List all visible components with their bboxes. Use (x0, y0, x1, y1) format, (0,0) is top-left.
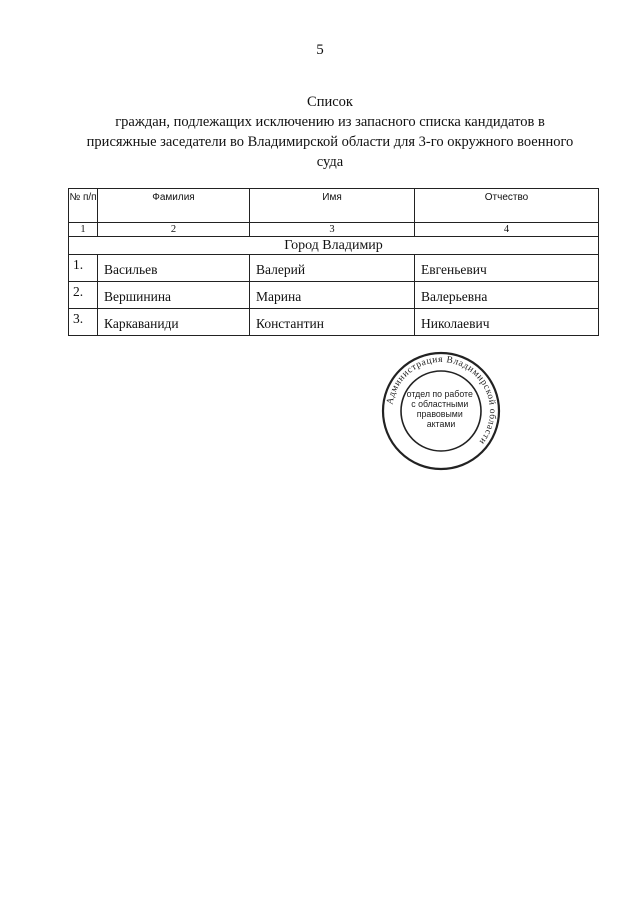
row-number: 3. (69, 309, 98, 336)
table-row (69, 282, 599, 309)
patronymic-cell: Евгеньевич (415, 255, 599, 282)
patronymic-cell: Николаевич (415, 309, 599, 336)
stamp-center-line: с областными (411, 399, 469, 409)
candidates-table (68, 188, 599, 336)
page-number: 5 (316, 42, 324, 58)
table-row (69, 255, 599, 282)
column-number: 1 (69, 223, 98, 237)
column-number: 4 (415, 223, 599, 237)
name-cell: Марина (250, 282, 415, 309)
surname-cell: Каркаваниди (98, 309, 250, 336)
header-patronymic: Отчество (415, 189, 599, 223)
stamp-center-text (407, 389, 476, 429)
name-cell: Константин (250, 309, 415, 336)
header-surname: Фамилия (98, 189, 250, 223)
header-name: Имя (250, 189, 415, 223)
title-line-3: присяжные заседатели во Владимирской области для 3-го окружного военного (86, 134, 574, 150)
title-line-4: суда (316, 154, 344, 170)
stamp-center-line: правовыми (416, 409, 463, 419)
title-line-1: Список (307, 94, 353, 110)
stamp-center-line: отдел по работе (406, 389, 473, 399)
column-number: 3 (250, 223, 415, 237)
row-number: 1. (69, 255, 98, 282)
group-row (69, 237, 599, 255)
title-line-2: граждан, подлежащих исключению из запасного списка кандидатов в (115, 114, 545, 130)
patronymic-cell: Валерьевна (415, 282, 599, 309)
column-number: 2 (98, 223, 250, 237)
city-group-label: Город Владимир (69, 237, 599, 255)
stamp-center-line: актами (426, 419, 456, 429)
column-numbers-row (69, 223, 599, 237)
document-title (60, 92, 600, 172)
official-stamp (380, 350, 502, 472)
surname-cell: Вершинина (98, 282, 250, 309)
surname-cell: Васильев (98, 255, 250, 282)
table-header-row (69, 189, 599, 223)
row-number: 2. (69, 282, 98, 309)
table-row (69, 309, 599, 336)
header-number: № п/п (69, 189, 98, 223)
name-cell: Валерий (250, 255, 415, 282)
stamp-ring-text: Администрация Владимирской области (385, 354, 498, 447)
